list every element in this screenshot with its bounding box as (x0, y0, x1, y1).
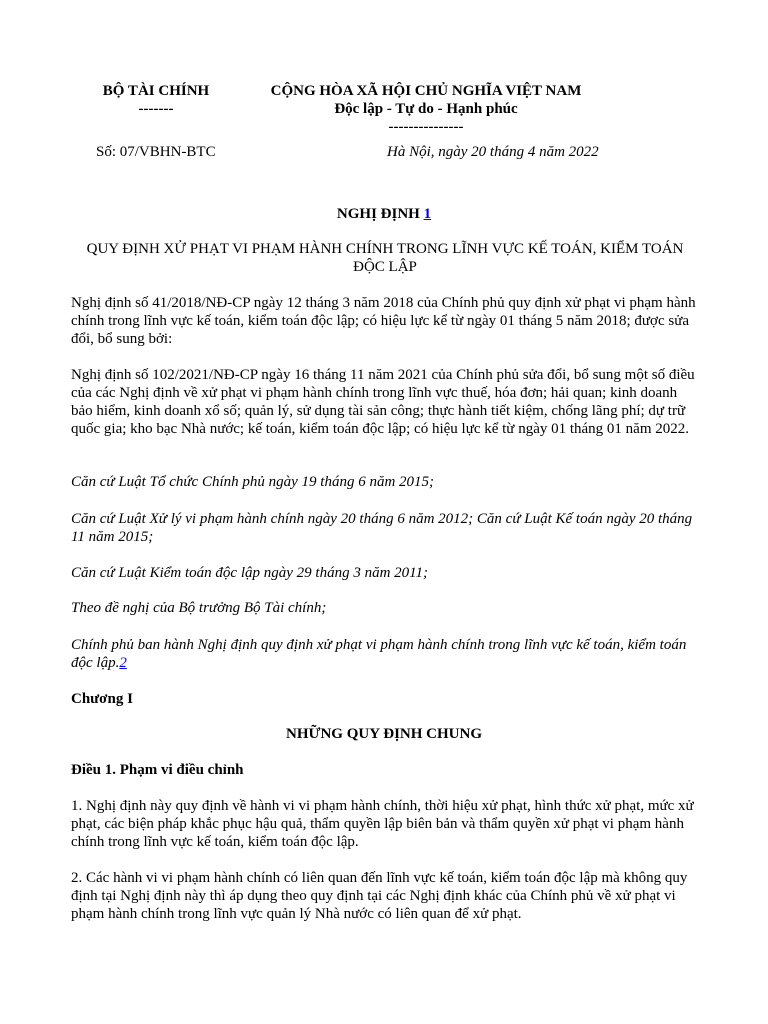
document-subject-line-1: QUY ĐỊNH XỬ PHẠT VI PHẠM HÀNH CHÍNH TRONG LĨNH VỰC KẾ TOÁN, KIỂM TOÁN (86, 241, 684, 257)
legal-basis-1: Căn cứ Luật Tổ chức Chính phủ ngày 19 tháng 6 năm 2015; (71, 474, 435, 490)
document-type-text: NGHỊ ĐỊNH (336, 206, 424, 222)
chapter-title: NHỮNG QUY ĐỊNH CHUNG (286, 726, 482, 742)
motto-divider: --------------- (388, 119, 464, 135)
legal-basis-4: Theo đề nghị của Bộ trưởng Bộ Tài chính; (71, 600, 327, 616)
footnote-link-2[interactable]: 2 (119, 655, 127, 671)
legal-basis-3: Căn cứ Luật Kiểm toán độc lập ngày 29 tháng 3 năm 2011; (71, 565, 429, 581)
legal-basis-2: Căn cứ Luật Xử lý vi phạm hành chính ngày 20 tháng 6 năm 2012; Căn cứ Luật Kế toán ngày 20 tháng 11 năm 2015; (71, 511, 693, 545)
chapter-label: Chương I (71, 691, 133, 707)
footnote-link-1[interactable]: 1 (423, 206, 432, 222)
national-motto: Độc lập - Tự do - Hạnh phúc (334, 101, 518, 117)
republic-name: CỘNG HÒA XÃ HỘI CHỦ NGHĨA VIỆT NAM (270, 83, 582, 99)
document-number: Số: 07/VBHN-BTC (96, 144, 216, 160)
article-1-clause-2: 2. Các hành vi vi phạm hành chính có liên quan đến lĩnh vực kế toán, kiểm toán độc lập mà không quy định tại Nghị định này thì áp dụng theo quy định tại các Nghị định khác của Chính phủ về xử phạt vi phạm hành chính trong lĩnh vực quản lý Nhà nước có liên quan để xử phạt. (71, 870, 688, 922)
amendment-note-2: Nghị định số 102/2021/NĐ-CP ngày 16 tháng 11 năm 2021 của Chính phủ sửa đổi, bổ sung một số điều của các Nghị định về xử phạt vi phạm hành chính trong lĩnh vực thuế, hóa đơn; hải quan; kinh doanh bảo hiểm, kinh doanh xổ số; quản lý, sử dụng tài sản công; thực hành tiết kiệm, chống lãng phí; dự trữ quốc gia; kho bạc Nhà nước; kế toán, kiểm toán độc lập; có hiệu lực kể từ ngày 01 tháng 01 năm 2022. (71, 367, 695, 437)
document-subject-line-2: ĐỘC LẬP (353, 259, 417, 275)
ministry-divider: ------- (138, 101, 174, 117)
ministry-name: BỘ TÀI CHÍNH (102, 83, 210, 99)
article-1-clause-1: 1. Nghị định này quy định về hành vi vi phạm hành chính, thời hiệu xử phạt, hình thức xử phạt, mức xử phạt, các biện pháp khắc phục hậu quả, thẩm quyền lập biên bản và thẩm quyền xử phạt vi phạm hành chính trong lĩnh vực kế toán, kiểm toán độc lập. (71, 798, 694, 850)
place-date: Hà Nội, ngày 20 tháng 4 năm 2022 (387, 144, 599, 160)
amendment-note-1: Nghị định số 41/2018/NĐ-CP ngày 12 tháng 3 năm 2018 của Chính phủ quy định xử phạt vi phạm hành chính trong lĩnh vực kế toán, kiểm toán độc lập; có hiệu lực kể từ ngày 01 tháng 5 năm 2018; được sửa đổi, bổ sung bởi: (71, 295, 696, 347)
promulgation-text: Chính phủ ban hành Nghị định quy định xử phạt vi phạm hành chính trong lĩnh vực kế toán, kiểm toán độc lập. (71, 637, 687, 671)
document-type (0, 205, 768, 223)
article-1-heading: Điều 1. Phạm vi điều chỉnh (71, 762, 244, 778)
promulgation-statement (71, 636, 699, 672)
